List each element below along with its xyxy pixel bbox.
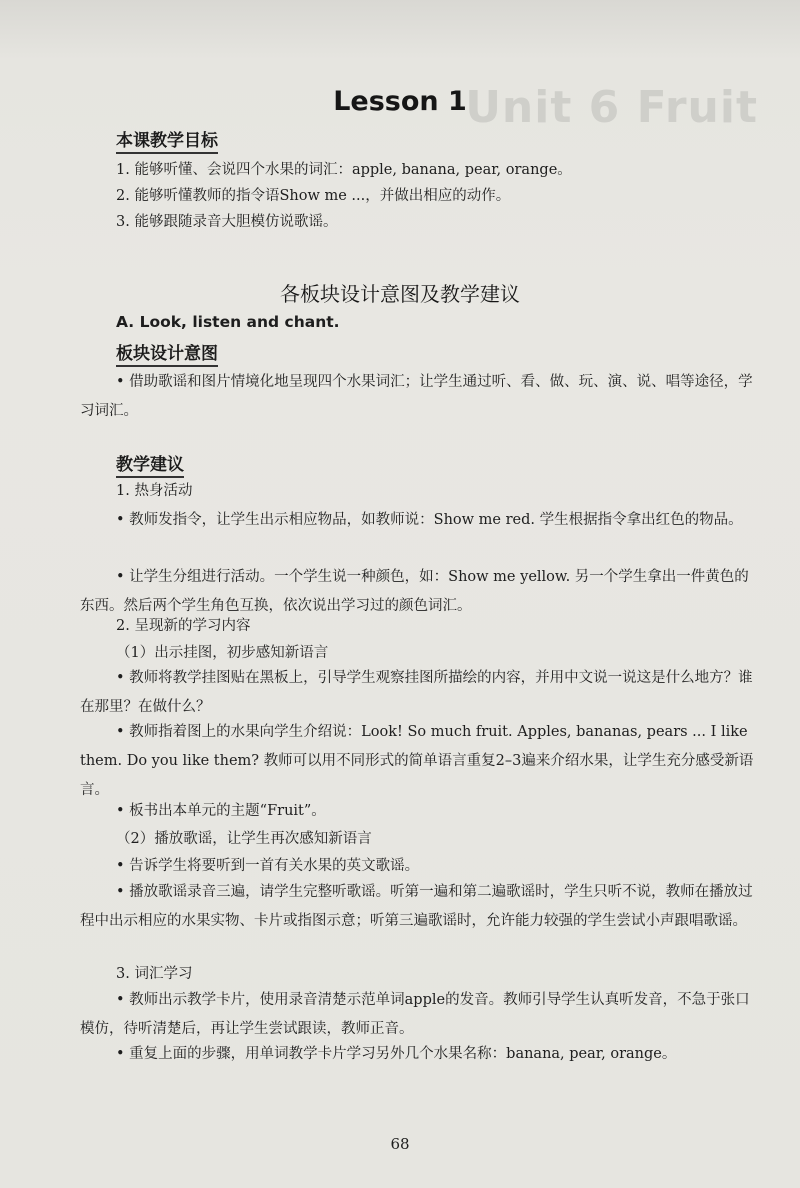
step-heading: 2. 呈现新的学习内容 xyxy=(116,618,251,634)
objective-item: 2. 能够听懂教师的指令语Show me ...，并做出相应的动作。 xyxy=(116,188,511,204)
design-intent-text: • 借助歌谣和图片情境化地呈现四个水果词汇；让学生通过听、看、做、玩、演、说、唱等途径，学习词汇。 xyxy=(80,374,753,419)
paragraph: • 让学生分组进行活动。一个学生说一种颜色，如：Show me yellow. 另一个学生拿出一件黄色的东西。然后两个学生角色互换，依次说出学习过的颜色词汇。 xyxy=(80,569,749,614)
design-intent-heading: 板块设计意图 xyxy=(116,339,218,367)
lesson-title: Lesson 1 xyxy=(333,86,467,117)
section-title: 各板块设计意图及教学建议 xyxy=(280,282,520,306)
sub-step-heading: （1）出示挂图，初步感知新语言 xyxy=(116,645,329,661)
part-a-heading: A. Look, listen and chant. xyxy=(116,313,340,331)
paragraph: • 教师指着图上的水果向学生介绍说：Look! So much fruit. Apples, bananas, pears ... I like them. Do you like them? 教师可以用不同形式的简单语言重复2–3遍来介绍水果，让学生充分感受新语言。 xyxy=(80,724,754,798)
paragraph: • 板书出本单元的主题“Fruit”。 xyxy=(116,803,326,819)
paragraph: • 教师出示教学卡片，使用录音清楚示范单词apple的发音。教师引导学生认真听发音，不急于张口模仿，待听清楚后，再让学生尝试跟读，教师正音。 xyxy=(80,992,750,1037)
objective-item: 3. 能够跟随录音大胆模仿说歌谣。 xyxy=(116,214,338,230)
step-heading: 1. 热身活动 xyxy=(116,483,193,499)
paragraph: • 教师将教学挂图贴在黑板上，引导学生观察挂图所描绘的内容，并用中文说一说这是什么地方？谁在那里？在做什么？ xyxy=(80,670,753,715)
page-number: 68 xyxy=(390,1135,410,1153)
objective-item: 1. 能够听懂、会说四个水果的词汇：apple, banana, pear, orange。 xyxy=(116,162,572,178)
bleed-through-heading: Unit 6 Fruit xyxy=(465,82,758,133)
sub-step-heading: （2）播放歌谣，让学生再次感知新语言 xyxy=(116,831,372,847)
teaching-advice-heading: 教学建议 xyxy=(116,450,184,478)
paragraph: • 教师发指令，让学生出示相应物品，如教师说：Show me red. 学生根据指令拿出红色的物品。 xyxy=(116,512,743,528)
step-heading: 3. 词汇学习 xyxy=(116,966,193,982)
objectives-heading: 本课教学目标 xyxy=(116,126,218,154)
paragraph: • 告诉学生将要听到一首有关水果的英文歌谣。 xyxy=(116,858,420,874)
paragraph: • 播放歌谣录音三遍，请学生完整听歌谣。听第一遍和第二遍歌谣时，学生只听不说，教师在播放过程中出示相应的水果实物、卡片或指图示意；听第三遍歌谣时，允许能力较强的学生尝试小声跟唱歌谣。 xyxy=(80,884,753,929)
paragraph: • 重复上面的步骤，用单词教学卡片学习另外几个水果名称：banana, pear, orange。 xyxy=(116,1046,677,1062)
